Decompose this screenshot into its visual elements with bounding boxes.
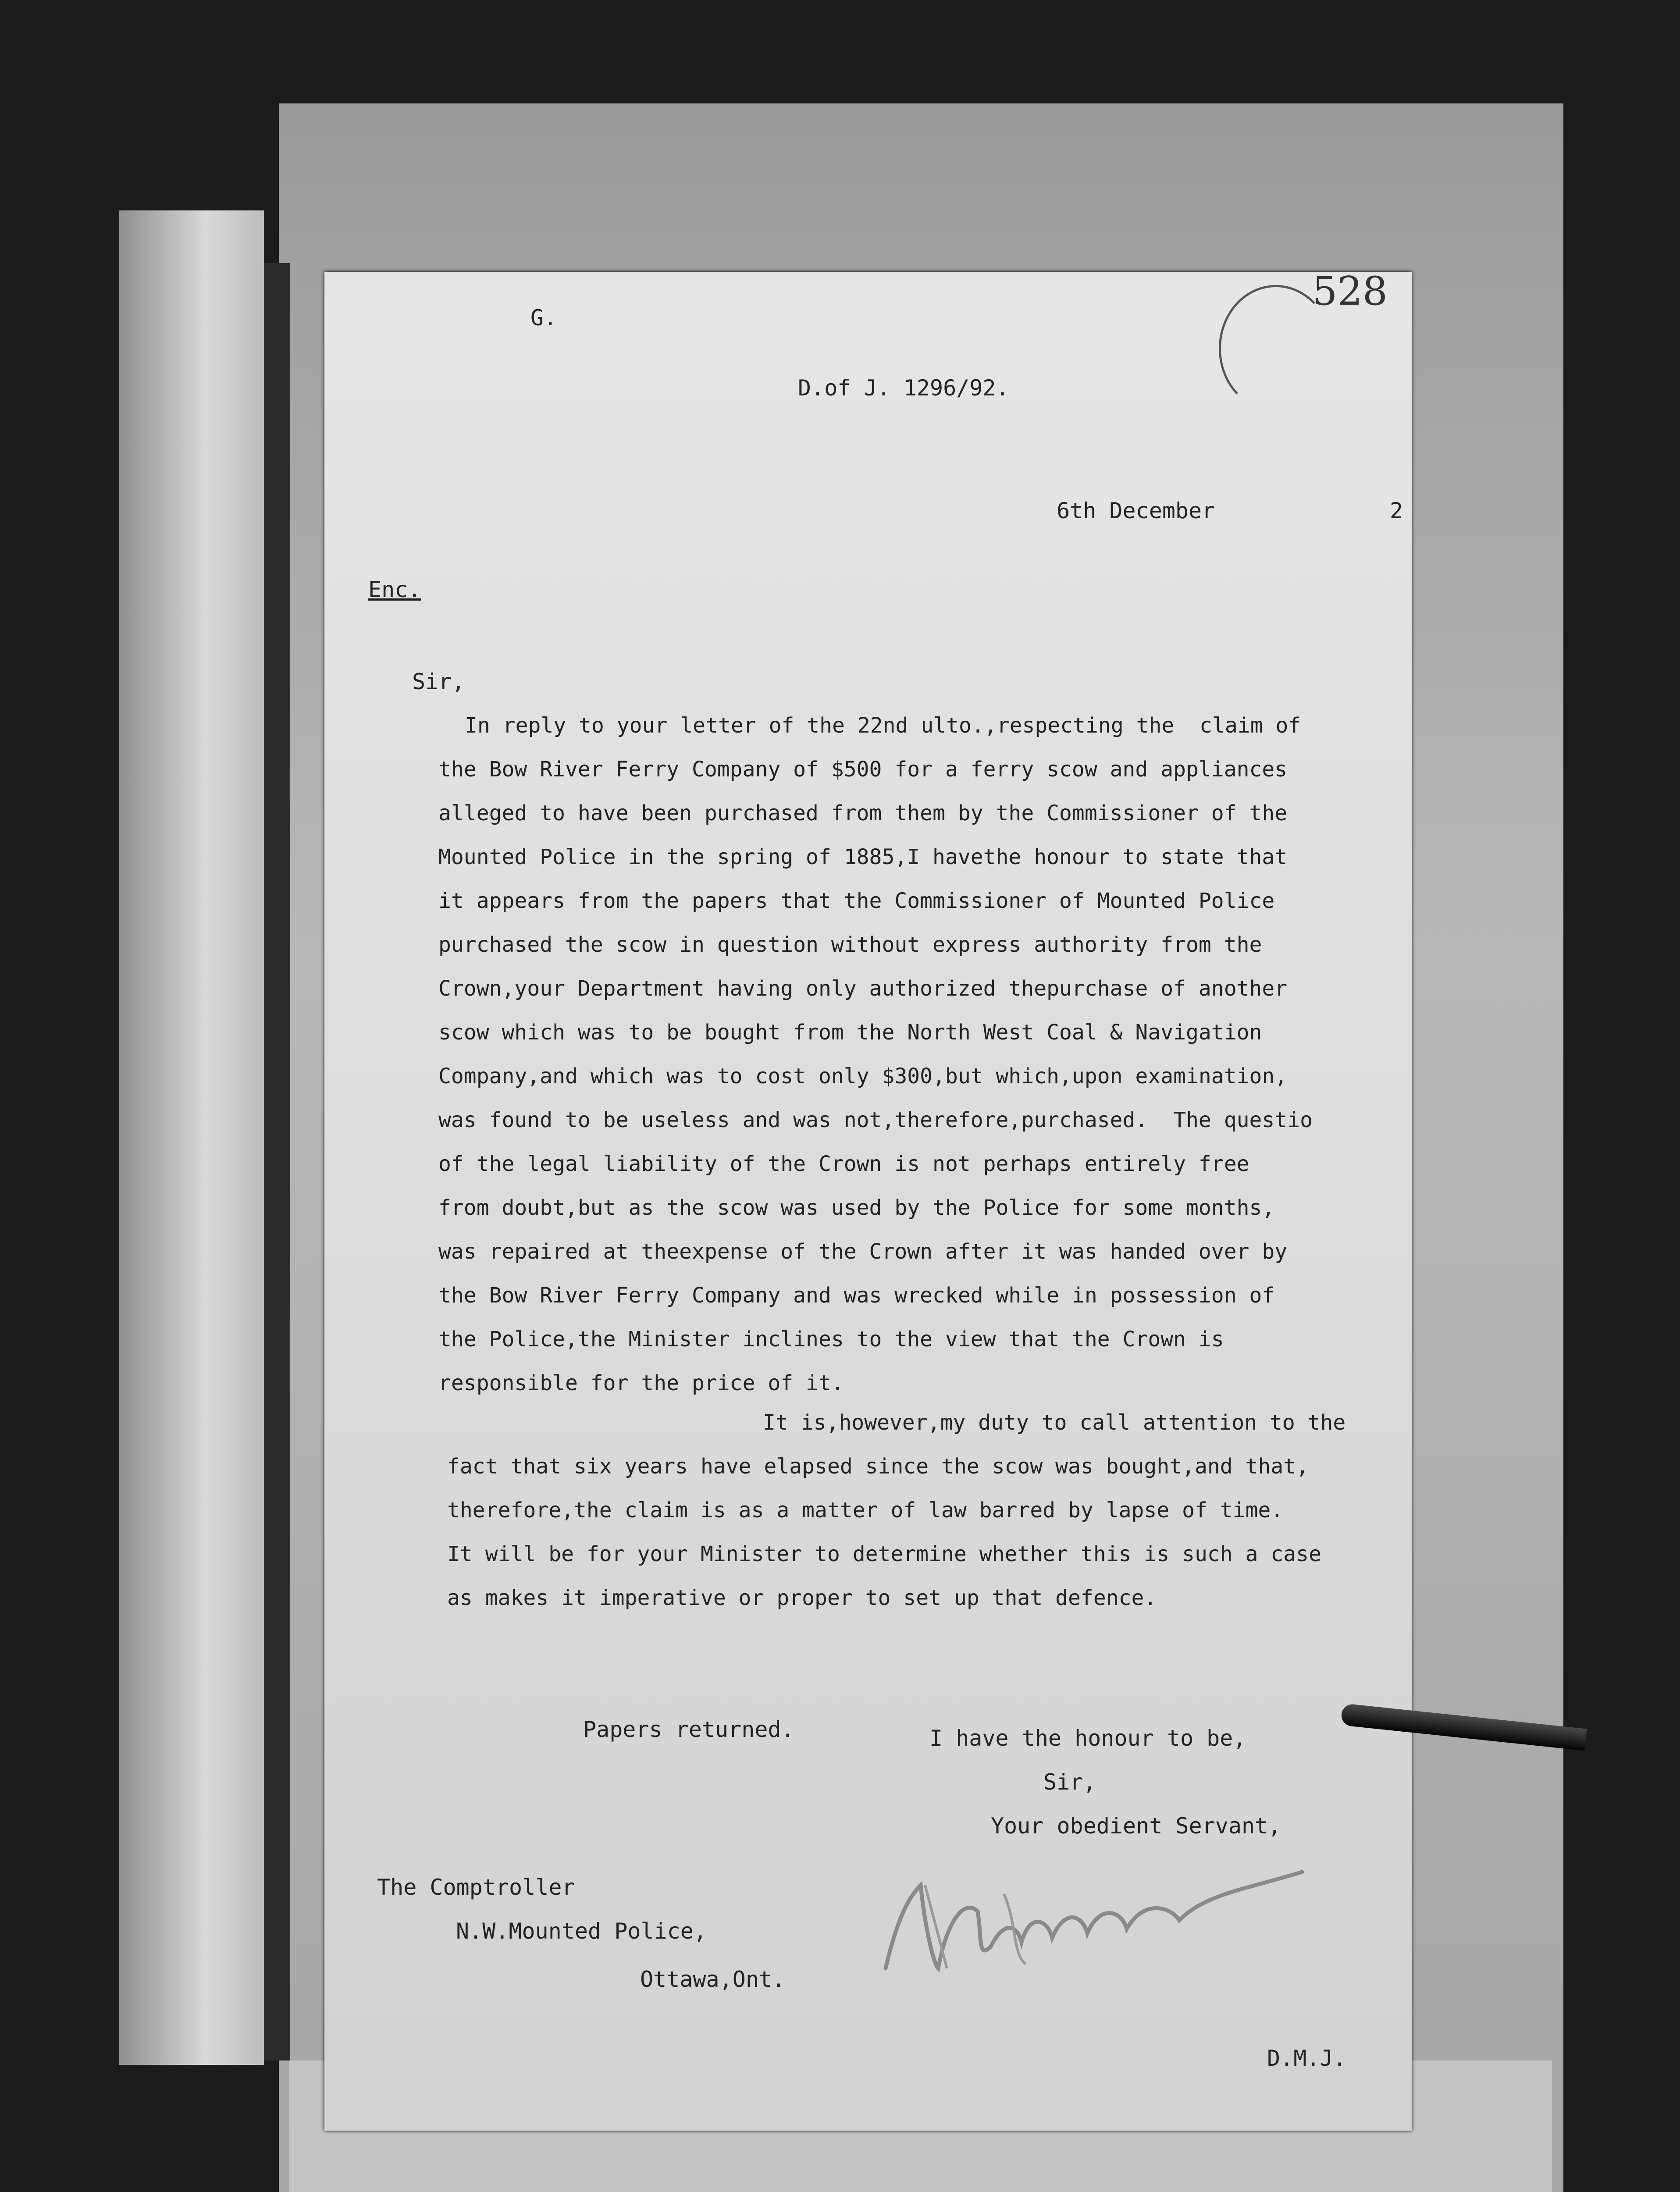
body-line: In reply to your letter of the 22nd ulto.,respecting the claim of: [465, 713, 1301, 738]
body-line: responsible for the price of it.: [438, 1371, 844, 1395]
addressee-line: N.W.Mounted Police,: [456, 1918, 707, 1944]
left-paper-strip: [119, 210, 264, 2065]
body-line: from doubt,but as the scow was used by the Police for some months,: [438, 1196, 1275, 1220]
left-strip-shadow: [264, 263, 290, 2060]
body-line: it appears from the papers that the Commissioner of Mounted Police: [438, 889, 1275, 913]
body-line: Mounted Police in the spring of 1885,I havethe honour to state that: [438, 845, 1288, 869]
body-line: was found to be useless and was not,therefore,purchased. The questio: [438, 1108, 1313, 1132]
file-reference: D.of J. 1296/92.: [798, 375, 1009, 401]
body-line: the Bow River Ferry Company of $500 for a ferry scow and appliances: [438, 757, 1288, 782]
body-line: It will be for your Minister to determine whether this is such a case: [447, 1542, 1321, 1566]
date-edge-char: 2: [1390, 498, 1403, 523]
body-line: Crown,your Department having only authorized thepurchase of another: [438, 976, 1288, 1001]
folio-number: 528: [1312, 268, 1388, 314]
closing-line: Sir,: [1043, 1769, 1096, 1795]
body-line: the Police,the Minister inclines to the view that the Crown is: [438, 1327, 1224, 1352]
letter-date: 6th December: [1057, 498, 1215, 523]
body-line: scow which was to be bought from the North West Coal & Navigation: [438, 1020, 1262, 1045]
body-line: purchased the scow in question without express authority from the: [438, 932, 1262, 957]
body-line: Company,and which was to cost only $300,but which,upon examination,: [438, 1064, 1288, 1089]
header-mark: G.: [530, 305, 557, 331]
salutation: Sir,: [412, 669, 465, 694]
papers-note: Papers returned.: [583, 1717, 794, 1742]
enclosure-note: Enc.: [368, 577, 421, 602]
body-line: was repaired at theexpense of the Crown after it was handed over by: [438, 1239, 1288, 1264]
body-line: as makes it imperative or proper to set up that defence.: [447, 1586, 1157, 1610]
sign-off-initials: D.M.J.: [1267, 2046, 1346, 2071]
addressee-line: Ottawa,Ont.: [640, 1967, 786, 1992]
body-line: fact that six years have elapsed since the scow was bought,and that,: [447, 1454, 1309, 1479]
body-line: It is,however,my duty to call attention to the: [763, 1410, 1346, 1435]
letter-page: [324, 268, 1412, 2131]
addressee-line: The Comptroller: [377, 1875, 575, 1900]
closing-line: I have the honour to be,: [929, 1726, 1246, 1751]
body-line: therefore,the claim is as a matter of law barred by lapse of time.: [447, 1498, 1284, 1523]
body-line: the Bow River Ferry Company and was wrecked while in possession of: [438, 1283, 1275, 1308]
closing-line: Your obedient Servant,: [991, 1813, 1281, 1839]
body-line: alleged to have been purchased from them by the Commissioner of the: [438, 801, 1288, 826]
body-line: of the legal liability of the Crown is not perhaps entirely free: [438, 1152, 1249, 1176]
signature-scribble: [872, 1859, 1311, 1990]
